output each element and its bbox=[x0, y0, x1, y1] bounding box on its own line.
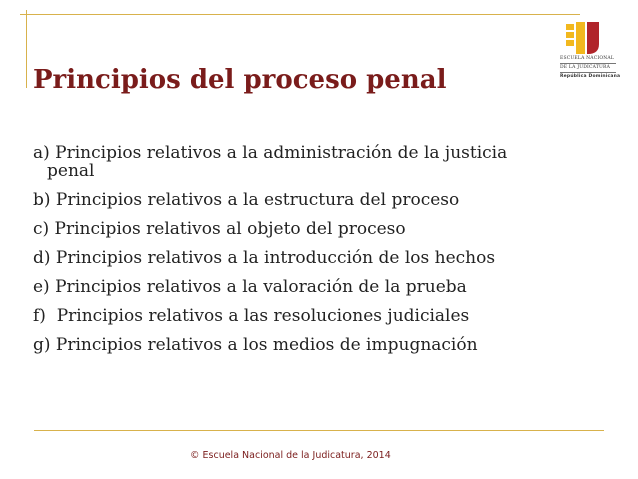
list-item bbox=[33, 191, 623, 209]
top-divider bbox=[20, 14, 580, 15]
principles-list bbox=[33, 144, 623, 365]
slide-title: Principios del proceso penal bbox=[33, 65, 447, 95]
footer-copyright: © Escuela Nacional de la Judicatura, 2014 bbox=[190, 450, 391, 461]
logo-text bbox=[560, 56, 632, 80]
logo-line-1: ESCUELA NACIONAL bbox=[560, 56, 615, 61]
list-item-text: f) Principios relativos a las resoluciones judiciales bbox=[33, 306, 470, 326]
list-item bbox=[33, 249, 623, 267]
list-item-text: g) Principios relativos a los medios de impugnación bbox=[33, 335, 478, 355]
list-item-text: c) Principios relativos al objeto del proceso bbox=[33, 219, 406, 239]
list-item-text: d) Principios relativos a la introducción de los hechos bbox=[33, 248, 496, 268]
enj-logo-icon bbox=[566, 22, 600, 54]
logo-rule bbox=[560, 63, 616, 64]
list-item-text: e) Principios relativos a la valoración de la prueba bbox=[33, 277, 467, 297]
logo-line-2: DE LA JUDICATURA bbox=[560, 65, 611, 70]
list-item bbox=[33, 336, 623, 354]
logo-line-3: República Dominicana bbox=[560, 74, 621, 79]
list-item-continuation: penal bbox=[47, 161, 95, 181]
list-item bbox=[33, 144, 623, 180]
list-item bbox=[33, 220, 623, 238]
list-item bbox=[33, 307, 623, 325]
bottom-divider bbox=[34, 430, 604, 431]
list-item-text: b) Principios relativos a la estructura del proceso bbox=[33, 190, 460, 210]
logo-rule bbox=[560, 72, 616, 73]
left-divider bbox=[26, 10, 27, 88]
list-item-text: a) Principios relativos a la administración de la justicia bbox=[33, 143, 508, 163]
list-item bbox=[33, 278, 623, 296]
